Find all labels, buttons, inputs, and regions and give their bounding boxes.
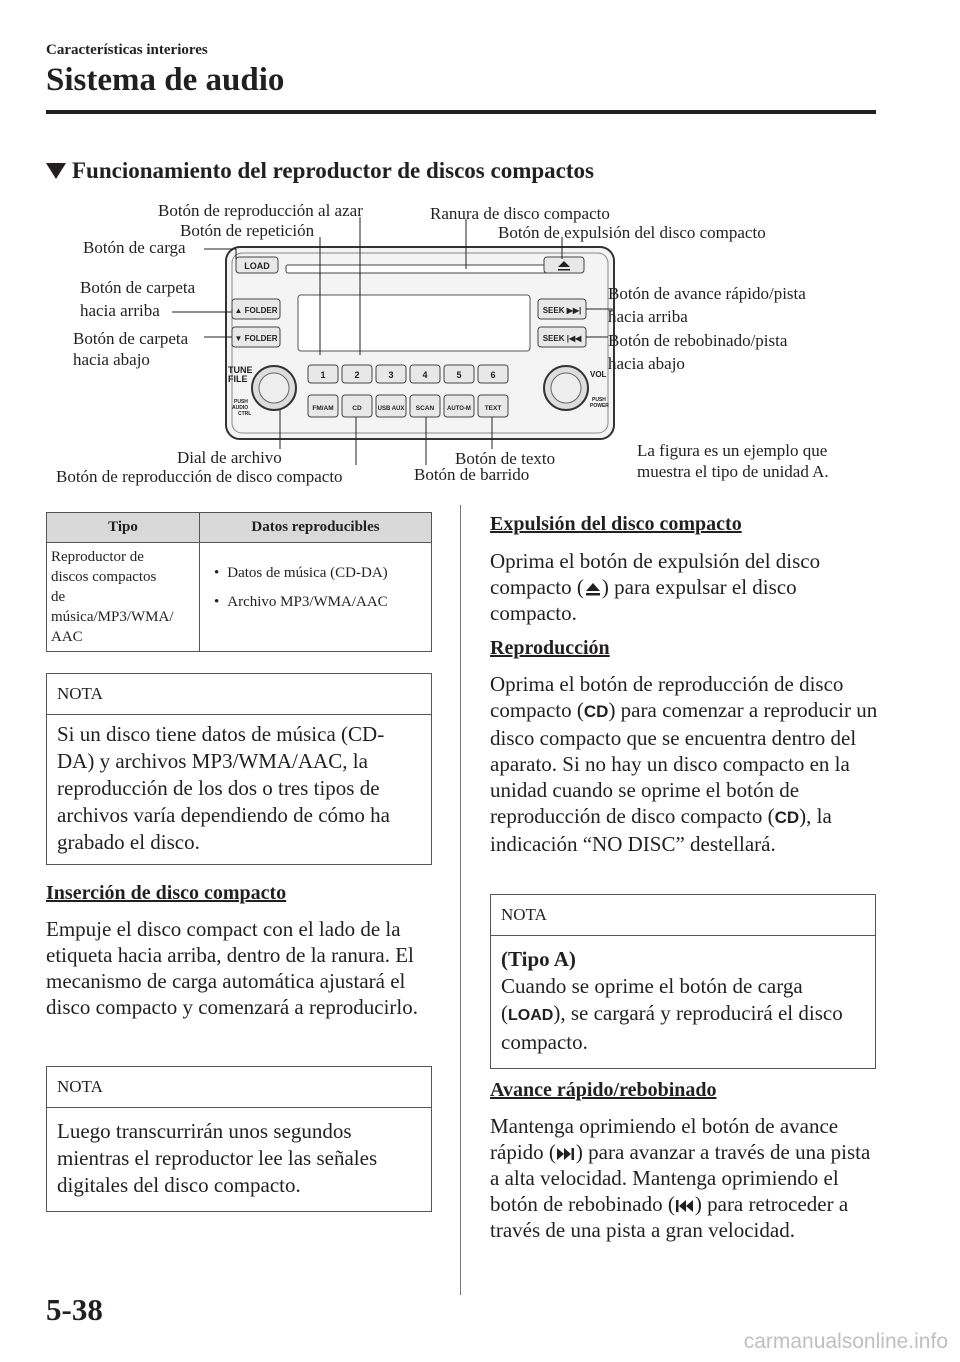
header-rule (46, 110, 876, 114)
reproduccion-text-1: Oprima el botón de reproducción de disco compacto ( (490, 672, 844, 722)
avance-text-3: ) para retroceder a través de una pista a gran velocidad. (490, 1192, 849, 1242)
section-title (46, 158, 594, 184)
table-header-tipo: Tipo (47, 513, 200, 543)
note-heading: NOTA (491, 895, 875, 936)
tipo-line-4: música/MP3/WMA/ (51, 609, 174, 625)
vol-text: VOL (590, 370, 607, 379)
table-cell-tipo (47, 543, 200, 652)
label-random: Botón de reproducción al azar (158, 201, 363, 220)
load-icon: LOAD (508, 1007, 554, 1024)
avance-text-1: Mantenga oprimiendo el botón de avance rápido ( (490, 1114, 839, 1164)
expulsion-text-2: ) para expulsar el disco compacto. (490, 575, 797, 625)
preset-5: 5 (456, 370, 462, 380)
label-rew-1: Botón de rebobinado/pista (608, 331, 788, 350)
tune-text: TUNE (228, 365, 253, 375)
datos-item-2: Archivo MP3/WMA/AAC (227, 594, 388, 610)
note-heading: NOTA (47, 1067, 431, 1108)
ctrl-text: CTRL (238, 411, 252, 417)
power-text: POWER (590, 403, 609, 409)
note3-text-2: ), se cargará y reproducirá el disco compacto. (501, 1001, 843, 1054)
note-type-label: (Tipo A) (501, 947, 576, 971)
label-folder-up-2: hacia arriba (80, 301, 160, 320)
cd-icon: CD (774, 808, 800, 827)
note-box-1 (46, 673, 432, 865)
label-folder-down-1: Botón de carpeta (73, 329, 189, 348)
label-eject: Botón de expulsión del disco compacto (498, 223, 766, 242)
usb-aux-button: USB AUX (377, 406, 405, 412)
note-body (491, 936, 875, 1068)
header-category: Características interiores (46, 42, 208, 58)
column-divider (460, 505, 461, 1295)
tipo-line-3: de (51, 589, 66, 605)
audio-unit-illustration (226, 247, 614, 439)
heading-insercion: Inserción de disco compacto (46, 882, 287, 904)
triangle-bullet-icon (46, 163, 66, 179)
page-title: Sistema de audio (46, 62, 285, 98)
rewind-icon (675, 1199, 695, 1213)
label-text: Botón de texto (455, 449, 556, 468)
avance-text-2: ) para avanzar a través de una pista a alta velocidad. Mantenga oprimiendo el botón de rebobinado ( (490, 1140, 871, 1216)
note-box-3 (490, 894, 876, 1069)
push-text: PUSH (234, 399, 248, 405)
audio-unit-diagram (46, 195, 876, 495)
cd-button: CD (352, 405, 362, 412)
text-button: TEXT (484, 405, 502, 412)
label-load: Botón de carga (83, 238, 186, 257)
seek-down-button: SEEK |◀◀ (542, 334, 582, 343)
heading-avance: Avance rápido/rebobinado (490, 1079, 717, 1101)
note-body: Luego transcurrirán unos segundos mientras el reproductor lee las señales digitales del disco compacto. (57, 1119, 378, 1197)
preset-3: 3 (388, 370, 394, 380)
preset-2: 2 (354, 370, 360, 380)
reproduccion-body (490, 671, 882, 857)
note-box-2 (46, 1066, 432, 1212)
preset-6: 6 (490, 370, 496, 380)
playable-data-table (46, 512, 432, 652)
label-cd-play: Botón de reproducción de disco compacto (56, 467, 343, 486)
reproduccion-text-3: ), la indicación “NO DISC” destellará. (490, 804, 832, 856)
expulsion-body (490, 548, 882, 626)
list-item: • Datos de música (CD-DA) (214, 565, 388, 581)
scan-button: SCAN (415, 405, 435, 412)
label-dial: Dial de archivo (177, 448, 282, 467)
note-heading: NOTA (47, 674, 431, 715)
heading-reproduccion: Reproducción (490, 637, 610, 659)
table-header-datos: Datos reproducibles (200, 513, 432, 543)
push-text-2: PUSH (592, 397, 606, 403)
auto-m-button: AUTO-M (447, 406, 471, 412)
note3-text-1: Cuando se oprime el botón de carga ( (501, 974, 803, 1025)
seek-up-button: SEEK ▶▶| (542, 306, 582, 315)
label-repeat: Botón de repetición (180, 221, 315, 240)
tipo-line-5: AAC (51, 629, 83, 645)
table-cell-datos (200, 543, 432, 652)
eject-icon (584, 581, 602, 597)
datos-item-1: Datos de música (CD-DA) (227, 565, 388, 581)
file-text: FILE (228, 374, 248, 384)
section-title-text: Funcionamiento del reproductor de discos compactos (72, 158, 594, 183)
label-note-2: muestra el tipo de unidad A. (637, 462, 829, 481)
label-ff-1: Botón de avance rápido/pista (608, 284, 806, 303)
page-number: 5-38 (46, 1292, 103, 1327)
label-folder-down-2: hacia abajo (73, 350, 150, 369)
folder-up-button: ▲ FOLDER (234, 306, 278, 315)
expulsion-text-1: Oprima el botón de expulsión del disco compacto ( (490, 549, 821, 599)
audio-text: AUDIO (232, 405, 249, 411)
note-body: Si un disco tiene datos de música (CD-DA) y archivos MP3/WMA/AAC, la reproducción de los dos o tres tipos de archivos varía dependiendo de cómo ha grabado el disco. (57, 722, 390, 854)
tipo-line-1: Reproductor de (51, 549, 144, 565)
label-folder-up-1: Botón de carpeta (80, 278, 196, 297)
load-button: LOAD (244, 261, 270, 271)
label-rew-2: hacia abajo (608, 354, 685, 373)
folder-down-button: ▼ FOLDER (234, 334, 278, 343)
cd-icon: CD (583, 702, 609, 721)
preset-1: 1 (320, 370, 326, 380)
preset-4: 4 (422, 370, 428, 380)
tipo-line-2: discos compactos (51, 569, 157, 585)
fm-am-button: FM/AM (312, 405, 334, 412)
list-item: • Archivo MP3/WMA/AAC (214, 594, 388, 610)
label-slot: Ranura de disco compacto (430, 204, 610, 223)
fast-forward-icon (556, 1147, 576, 1161)
avance-body (490, 1113, 882, 1243)
reproduccion-text-2: ) para comenzar a reproducir un disco compacto que se encuentra dentro del aparato. Si no hay un disco compacto en la unidad cuando se oprime el botón de reproducción de disco compacto ( (490, 698, 878, 828)
label-ff-2: hacia arriba (608, 307, 688, 326)
label-note-1: La figura es un ejemplo que (637, 441, 828, 460)
heading-expulsion: Expulsión del disco compacto (490, 513, 742, 535)
insercion-body: Empuje el disco compact con el lado de la etiqueta hacia arriba, dentro de la ranura. El mecanismo de carga automática ajustará el disco compacto y comenzará a reproducirlo. (46, 917, 419, 1019)
label-scan: Botón de barrido (414, 465, 530, 484)
watermark: carmanualsonline.info (743, 1330, 948, 1353)
